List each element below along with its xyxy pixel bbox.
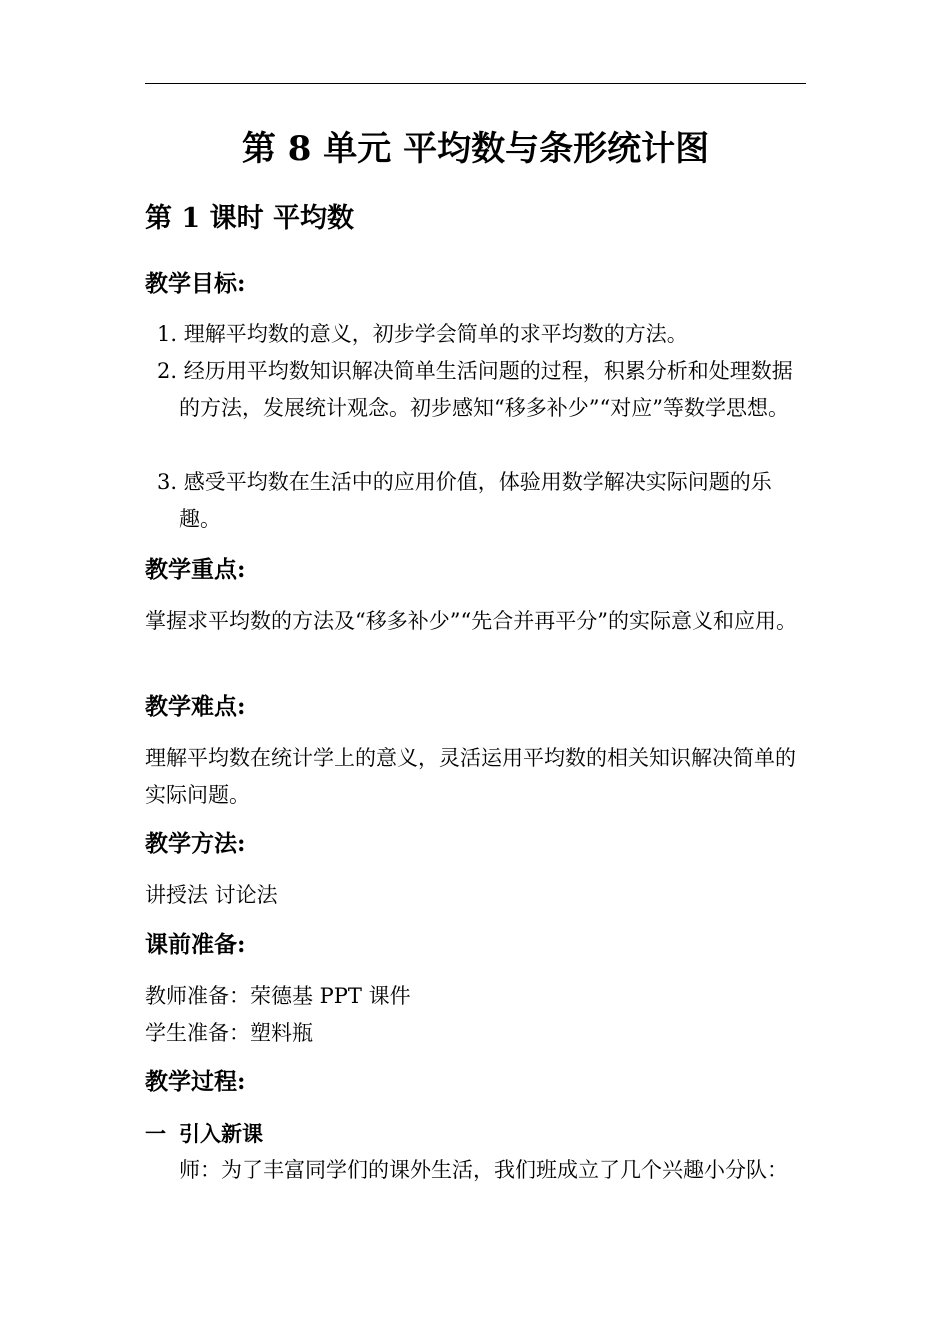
- process-heading: 教学过程:: [145, 1068, 246, 1095]
- methods-heading: 教学方法:: [145, 830, 246, 857]
- difficulties-heading: 教学难点:: [145, 693, 246, 720]
- objective-item-3: 3. 感受平均数在生活中的应用价值，体验用数学解决实际问题的乐趣。: [157, 470, 772, 531]
- section-number: 一: [145, 1122, 166, 1146]
- methods-text: 讲授法 讨论法: [145, 883, 278, 907]
- header-rule: [145, 83, 806, 84]
- objective-item-1: 1. 理解平均数的意义，初步学会简单的求平均数的方法。: [157, 322, 688, 346]
- teacher-preparation: 教师准备：荣德基 PPT 课件: [145, 984, 411, 1008]
- objective-item-2: 2. 经历用平均数知识解决简单生活问题的过程，积累分析和处理数据的方法，发展统计观念。初步感知“移多补少”“对应”等数学思想。: [157, 359, 793, 420]
- section-heading: [145, 1118, 263, 1150]
- preparation-heading: 课前准备:: [145, 931, 246, 958]
- intro-paragraph: 师：为了丰富同学们的课外生活，我们班成立了几个兴趣小分队：: [179, 1158, 788, 1182]
- key-points-text: 掌握求平均数的方法及“移多补少”“先合并再平分”的实际意义和应用。: [145, 609, 797, 633]
- difficulties-text: 理解平均数在统计学上的意义，灵活运用平均数的相关知识解决简单的实际问题。: [145, 746, 796, 807]
- lesson-title: 第 1 课时 平均数: [145, 203, 354, 234]
- key-points-heading: 教学重点:: [145, 556, 246, 583]
- unit-title: 第 8 单元 平均数与条形统计图: [241, 129, 710, 169]
- student-preparation: 学生准备：塑料瓶: [145, 1021, 313, 1045]
- section-title: 引入新课: [179, 1122, 263, 1146]
- objectives-heading: 教学目标:: [145, 270, 246, 297]
